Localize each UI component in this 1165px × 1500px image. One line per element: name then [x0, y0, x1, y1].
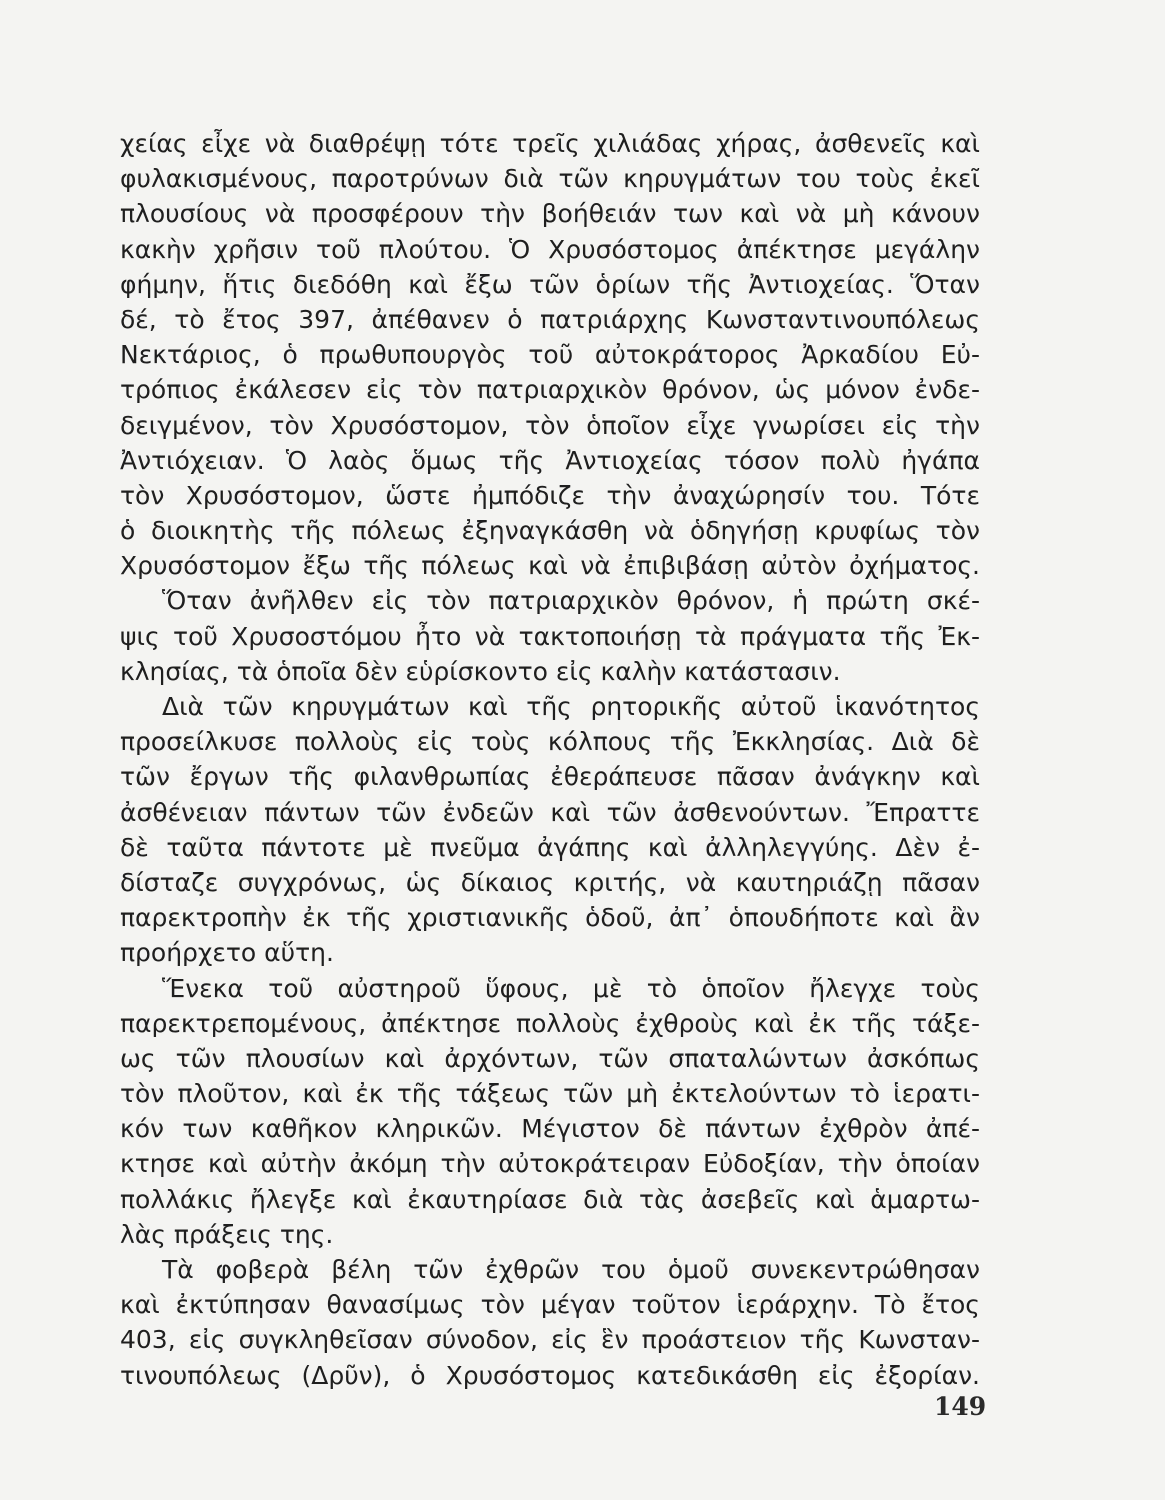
paragraph	[120, 971, 980, 1253]
text-line: Χρυσόστομον ἔξω τῆς πόλεως καὶ νὰ ἐπιβιβάσῃ αὐτὸν ὀχήματος.	[120, 551, 980, 581]
text-line: δειγμένον, τὸν Χρυσόστομον, τὸν ὁποῖον εἶχε γνωρίσει εἰς τὴν	[120, 410, 980, 440]
text-line: πολλάκις ἤλεγξε καὶ ἐκαυτηρίασε διὰ τὰς ἀσεβεῖς καὶ ἁμαρτω-	[120, 1184, 980, 1214]
text-line: τὸν Χρυσόστομον, ὥστε ἠμπόδιζε τὴν ἀναχώρησίν του. Τότε	[120, 480, 980, 510]
text-line: φήμην, ἥτις διεδόθη καὶ ἔξω τῶν ὁρίων τῆς Ἀντιοχείας. Ὅταν	[120, 269, 980, 299]
text-line: ἀσθένειαν πάντων τῶν ἐνδεῶν καὶ τῶν ἀσθενούντων. Ἔπραττε	[120, 797, 980, 827]
text-line: παρεκτροπὴν ἐκ τῆς χριστιανικῆς ὁδοῦ, ἀπ᾽ ὁπουδήποτε καὶ ἂν	[120, 903, 980, 933]
text-line: παρεκτρεπομένους, ἀπέκτησε πολλοὺς ἐχθροὺς καὶ ἐκ τῆς τάξε-	[120, 1008, 980, 1038]
text-line: 403, εἰς συγκληθεῖσαν σύνοδον, εἰς ἓν προάστειον τῆς Κωνσταν-	[120, 1325, 980, 1355]
text-line: κόν των καθῆκον κληρικῶν. Μέγιστον δὲ πάντων ἐχθρὸν ἀπέ-	[120, 1114, 980, 1144]
body-text	[120, 126, 980, 1393]
text-line: Ὅταν ἀνῆλθεν εἰς τὸν πατριαρχικὸν θρόνον, ἡ πρώτη σκέ-	[162, 586, 980, 616]
text-line: ὁ διοικητὴς τῆς πόλεως ἐξηναγκάσθη νὰ ὁδηγήσῃ κρυφίως τὸν	[120, 516, 980, 546]
text-line: φυλακισμένους, παροτρύνων διὰ τῶν κηρυγμάτων του τοὺς ἐκεῖ	[120, 164, 980, 194]
text-line: τῶν ἔργων τῆς φιλανθρωπίας ἐθεράπευσε πᾶσαν ἀνάγκην καὶ	[120, 762, 980, 792]
text-line: κακὴν χρῆσιν τοῦ πλούτου. Ὁ Χρυσόστομος ἀπέκτησε μεγάλην	[120, 234, 980, 264]
text-line: Τὰ φοβερὰ βέλη τῶν ἐχθρῶν του ὁμοῦ συνεκεντρώθησαν	[162, 1255, 980, 1284]
text-line: χείας εἶχε νὰ διαθρέψῃ τότε τρεῖς χιλιάδας χήρας, ἀσθενεῖς καὶ	[120, 129, 980, 158]
text-line: δέ, τὸ ἔτος 397, ἀπέθανεν ὁ πατριάρχης Κωνσταντινουπόλεως	[120, 304, 980, 334]
paragraph	[120, 583, 980, 689]
text-line: ψις τοῦ Χρυσοστόμου ἦτο νὰ τακτοποιήσῃ τὰ πράγματα τῆς Ἐκ-	[120, 621, 980, 651]
text-line: τινουπόλεως (Δρῦν), ὁ Χρυσόστομος κατεδικάσθη εἰς ἐξορίαν.	[120, 1360, 980, 1390]
text-line: κτησε καὶ αὐτὴν ἀκόμη τὴν αὐτοκράτειραν Εὐδοξίαν, τὴν ὁποίαν	[120, 1149, 980, 1179]
text-line: Διὰ τῶν κηρυγμάτων καὶ τῆς ρητορικῆς αὐτοῦ ἱκανότητος	[162, 692, 980, 721]
text-line: Ἕνεκα τοῦ αὐστηροῦ ὕφους, μὲ τὸ ὁποῖον ἤλεγχε τοὺς	[162, 973, 980, 1003]
text-line: πλουσίους νὰ προσφέρουν τὴν βοήθειάν των καὶ νὰ μὴ κάνουν	[120, 199, 980, 229]
paragraph	[120, 126, 980, 583]
text-line: καὶ ἐκτύπησαν θανασίμως τὸν μέγαν τοῦτον ἱεράρχην. Τὸ ἔτος	[120, 1290, 980, 1320]
text-line: προήρχετο αὕτη.	[120, 938, 334, 968]
text-line: προσείλκυσε πολλοὺς εἰς τοὺς κόλπους τῆς Ἐκκλησίας. Διὰ δὲ	[120, 727, 980, 757]
text-line: Ἀντιόχειαν. Ὁ λαὸς ὅμως τῆς Ἀντιοχείας τόσον πολὺ ἠγάπα	[120, 445, 980, 475]
text-line: δὲ ταῦτα πάντοτε μὲ πνεῦμα ἀγάπης καὶ ἀλληλεγγύης. Δὲν ἐ-	[120, 832, 980, 862]
text-line: τρόπιος ἐκάλεσεν εἰς τὸν πατριαρχικὸν θρόνον, ὡς μόνον ἐνδε-	[120, 375, 980, 405]
text-line: τὸν πλοῦτον, καὶ ἐκ τῆς τάξεως τῶν μὴ ἐκτελούντων τὸ ἱερατι-	[120, 1079, 980, 1109]
text-line: δίσταζε συγχρόνως, ὡς δίκαιος κριτής, νὰ καυτηριάζῃ πᾶσαν	[120, 867, 980, 897]
paragraph	[120, 1252, 980, 1393]
page-number: 149	[934, 1392, 987, 1421]
text-line: κλησίας, τὰ ὁποῖα δὲν εὑρίσκοντο εἰς καλὴν κατάστασιν.	[120, 656, 841, 686]
text-line: ως τῶν πλουσίων καὶ ἀρχόντων, τῶν σπαταλώντων ἀσκόπως	[120, 1043, 980, 1073]
text-line: λὰς πράξεις της.	[120, 1219, 334, 1249]
text-line: Νεκτάριος, ὁ πρωθυπουργὸς τοῦ αὐτοκράτορος Ἀρκαδίου Εὐ-	[120, 340, 980, 370]
paragraph	[120, 689, 980, 971]
